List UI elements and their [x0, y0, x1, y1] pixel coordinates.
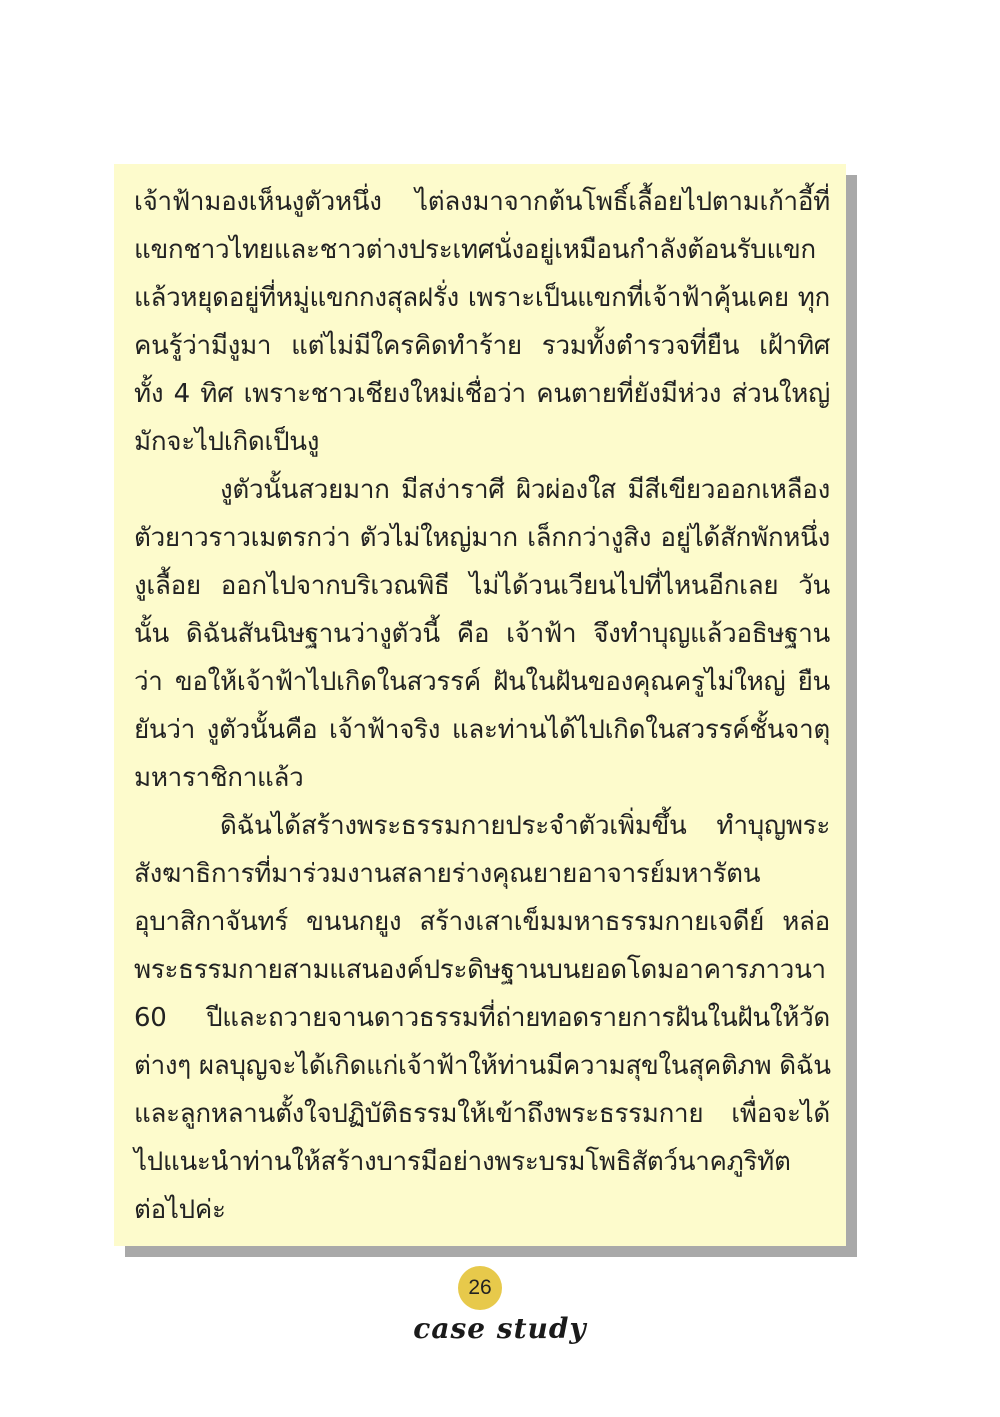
text-line: ดิฉันได้สร้างพระธรรมกายประจำตัวเพิ่มขึ้น ทำบุญพระ: [220, 811, 830, 841]
footer-label: case study: [413, 1312, 587, 1345]
text-line: มักจะไปเกิดเป็นงู: [134, 427, 320, 457]
text-line: มหาราชิกาแล้ว: [134, 763, 304, 793]
text-line: แขกชาวไทยและชาวต่างประเทศนั่งอยู่เหมือนกำลังต้อนรับแขก: [134, 235, 816, 265]
text-line: ทั้ง 4 ทิศ เพราะชาวเชียงใหม่เชื่อว่า คนตายที่ยังมีห่วง ส่วนใหญ่: [134, 379, 830, 409]
text-line: นั้น ดิฉันสันนิษฐานว่างูตัวนี้ คือ เจ้าฟ้า จึงทำบุญแล้วอธิษฐาน: [134, 619, 830, 649]
text-line: และลูกหลานตั้งใจปฏิบัติธรรมให้เข้าถึงพระธรรมกาย เพื่อจะได้: [134, 1099, 830, 1129]
text-line: เจ้าฟ้ามองเห็นงูตัวหนึ่ง ไต่ลงมาจากต้นโพธิ์เลื้อยไปตามเก้าอี้ที่: [134, 187, 830, 217]
text-line: สังฆาธิการที่มาร่วมงานสลายร่างคุณยายอาจารย์มหารัตน: [134, 859, 761, 889]
text-line: ไปแนะนำท่านให้สร้างบารมีอย่างพระบรมโพธิสัตว์นาคภูริทัต: [134, 1147, 791, 1177]
page-number-badge: [458, 1266, 502, 1310]
text-line: ต่างๆ ผลบุญจะได้เกิดแก่เจ้าฟ้าให้ท่านมีความสุขในสุคติภพ ดิฉัน: [134, 1051, 831, 1081]
text-box: [114, 164, 846, 1246]
text-line: ตัวยาวราวเมตรกว่า ตัวไม่ใหญ่มาก เล็กกว่างูสิง อยู่ได้สักพักหนึ่ง: [134, 523, 830, 553]
text-line: พระธรรมกายสามแสนองค์ประดิษฐานบนยอดโดมอาคารภาวนา: [134, 955, 826, 985]
text-line: งูตัวนั้นสวยมาก มีสง่าราศี ผิวผ่องใส มีสีเขียวออกเหลือง: [220, 475, 830, 505]
text-line: แล้วหยุดอยู่ที่หมู่แขกกงสุลฝรั่ง เพราะเป็นแขกที่เจ้าฟ้าคุ้นเคย ทุก: [134, 283, 830, 313]
text-line: ว่า ขอให้เจ้าฟ้าไปเกิดในสวรรค์ ฝันในฝันของคุณครูไม่ใหญ่ ยืน: [134, 667, 830, 697]
page-number: 26: [468, 1276, 492, 1299]
text-line: ต่อไปค่ะ: [134, 1195, 226, 1225]
text-line: ยันว่า งูตัวนั้นคือ เจ้าฟ้าจริง และท่านได้ไปเกิดในสวรรค์ชั้นจาตุ: [134, 715, 830, 745]
text-line: อุบาสิกาจันทร์ ขนนกยูง สร้างเสาเข็มมหาธรรมกายเจดีย์ หล่อ: [134, 907, 830, 937]
text-line: งูเลื้อย ออกไปจากบริเวณพิธี ไม่ได้วนเวียนไปที่ไหนอีกเลย วัน: [134, 571, 830, 601]
text-line: 60 ปีและถวายจานดาวธรรมที่ถ่ายทอดรายการฝันในฝันให้วัด: [134, 1003, 830, 1033]
text-line: คนรู้ว่ามีงูมา แต่ไม่มีใครคิดทำร้าย รวมทั้งตำรวจที่ยืน เฝ้าทิศ: [134, 331, 830, 361]
